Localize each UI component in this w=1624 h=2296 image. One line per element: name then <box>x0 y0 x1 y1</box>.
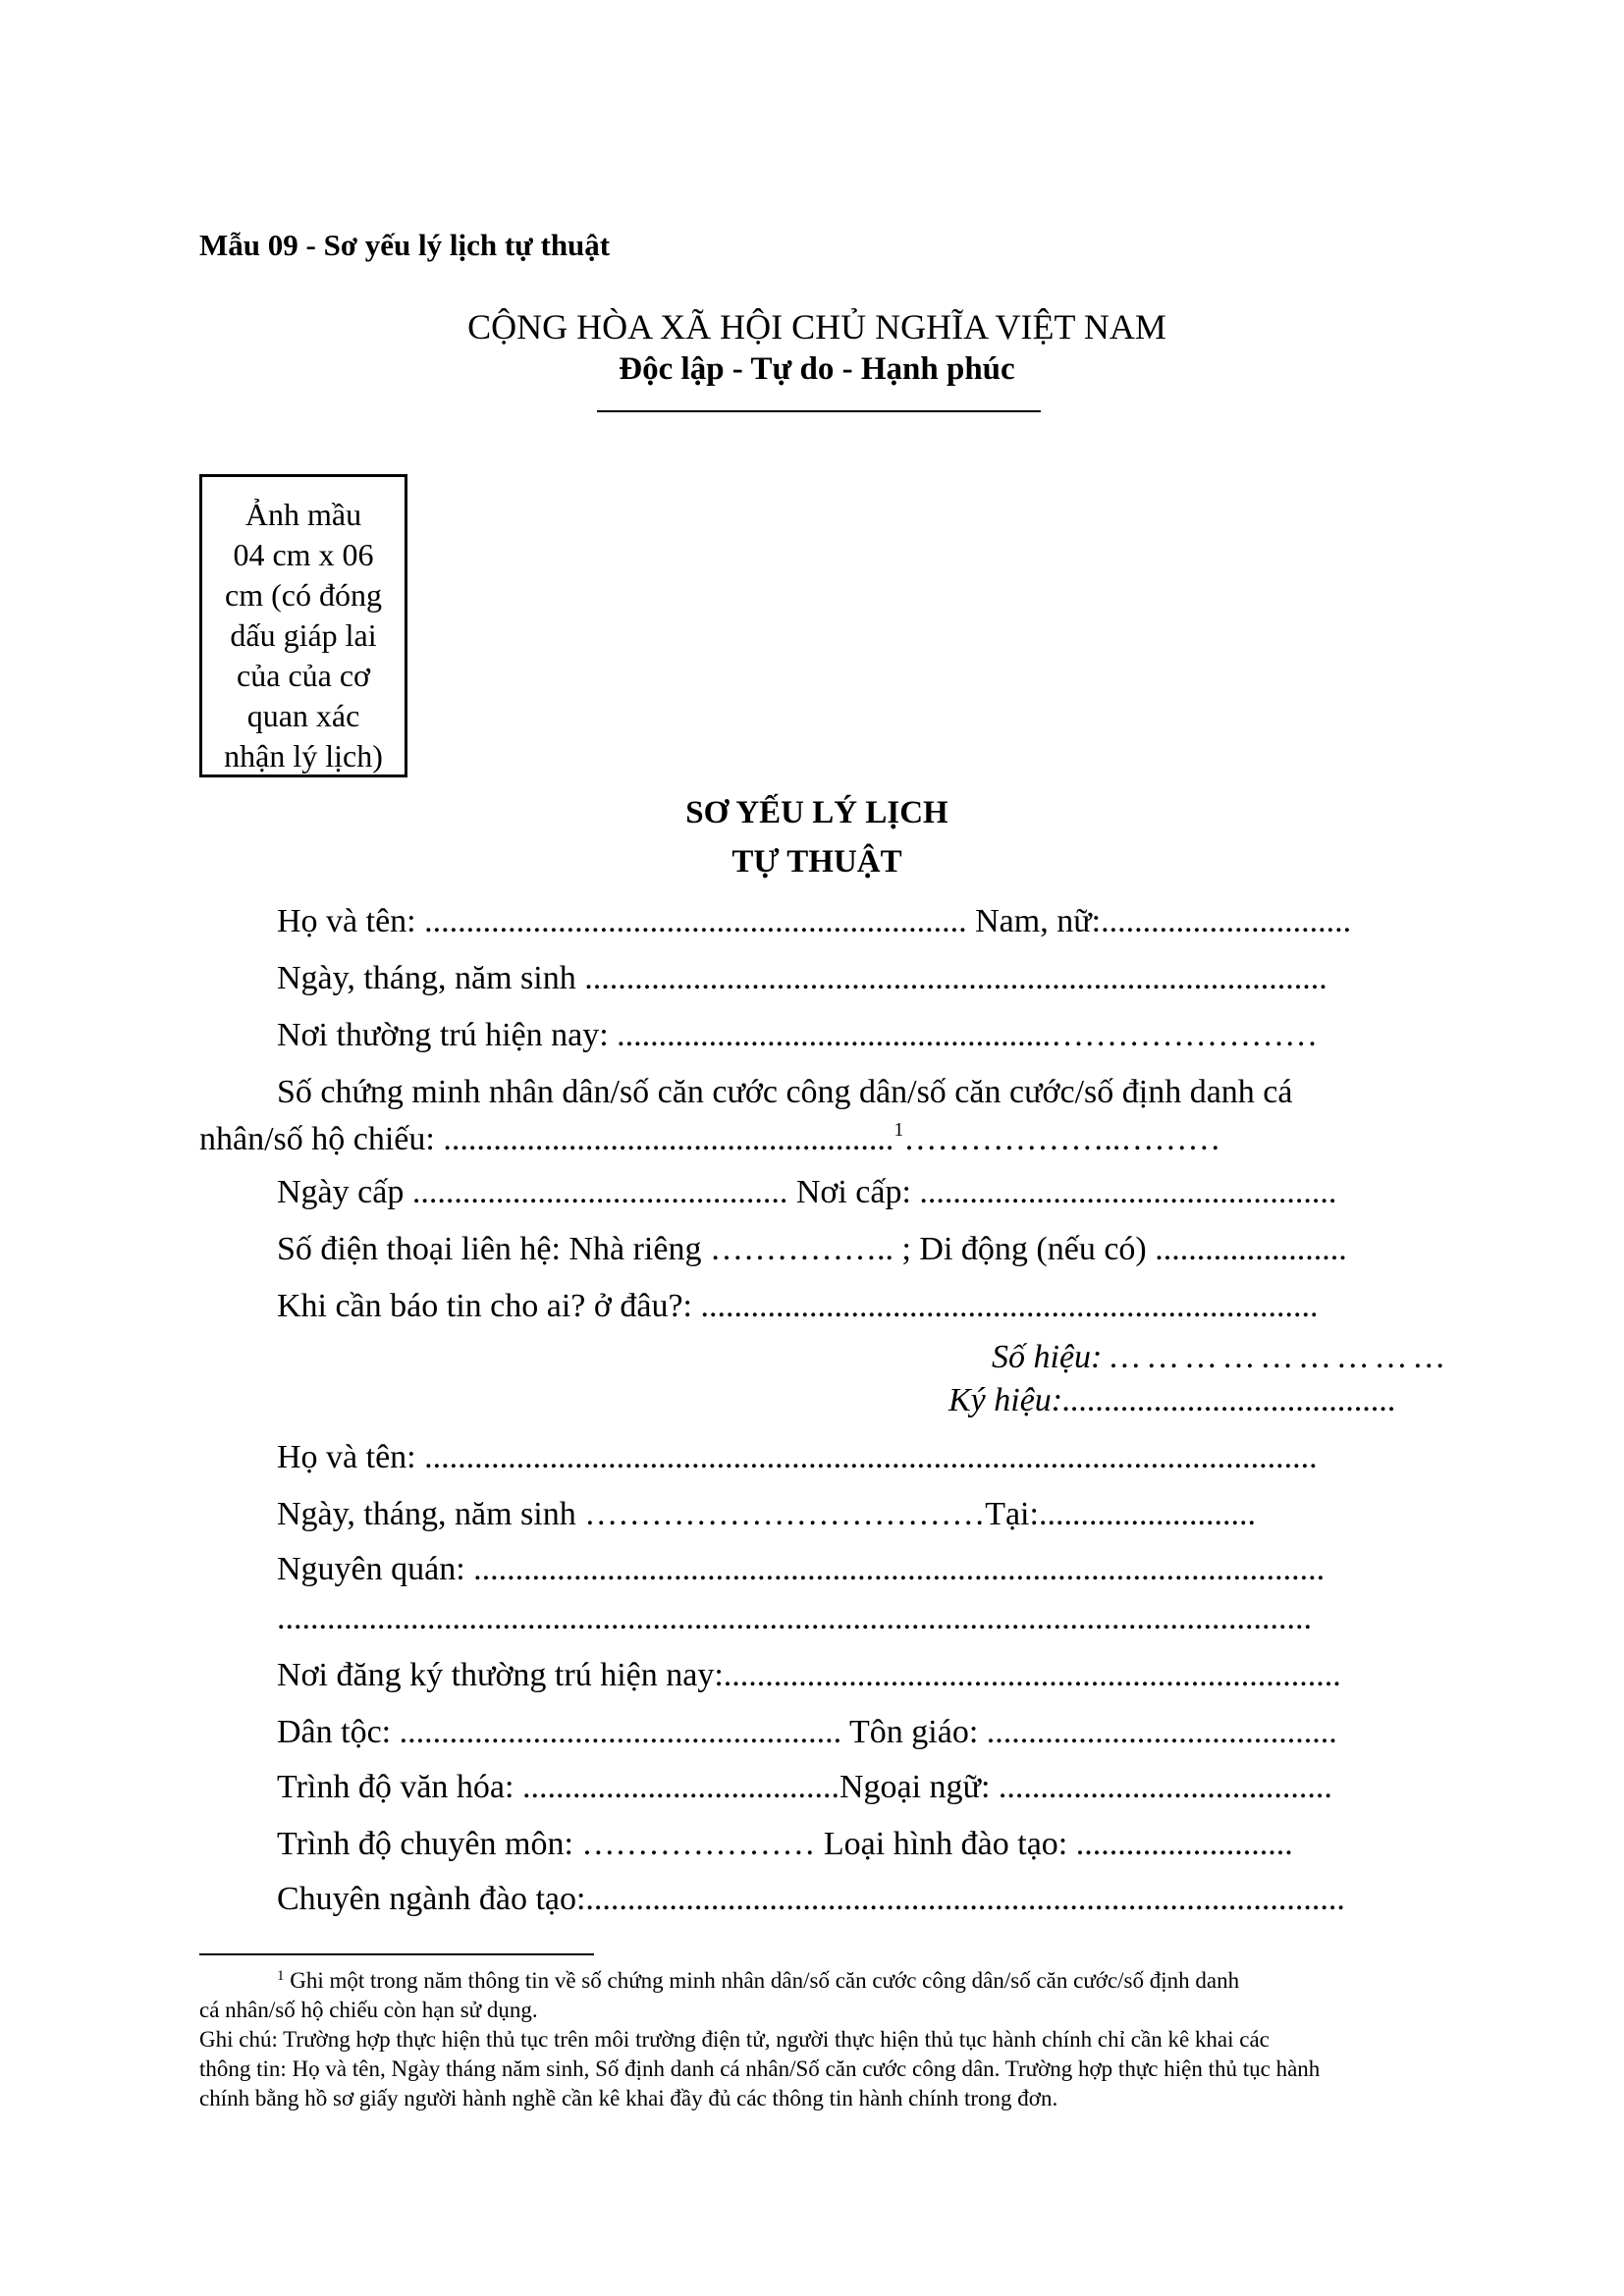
nation-title: CỘNG HÒA XÃ HỘI CHỦ NGHĨA VIỆT NAM <box>467 307 1166 347</box>
note-line2: thông tin: Họ và tên, Ngày tháng năm sinh, Số định danh cá nhân/Số căn cước công dân. Trường hợp thực hiện thủ tục hành <box>199 2056 1321 2081</box>
footnote-1-line2: cá nhân/số hộ chiếu còn hạn sử dụng. <box>199 1998 538 2022</box>
dob-field: Ngày, tháng, năm sinh ......................................................................................... <box>277 960 1327 996</box>
id-number-dots: ………………..……… <box>903 1121 1221 1157</box>
contact-field: Khi cần báo tin cho ai? ở đâu?: .......................................................................... <box>277 1288 1319 1324</box>
photo-placeholder-box <box>199 474 407 777</box>
motto: Độc lập - Tự do - Hạnh phúc <box>619 351 1015 387</box>
footnote-1-text: Ghi một trong năm thông tin về số chứng minh nhân dân/số căn cước công dân/số căn cước/số định danh <box>284 1968 1240 1993</box>
photo-box-line: quan xác <box>246 698 360 733</box>
hometown-continuation: ............................................................................................................................ <box>277 1600 1312 1636</box>
footnote-1-marker: 1 <box>277 1968 285 1984</box>
footnote-separator <box>199 1953 594 1955</box>
photo-box-line: cm (có đóng <box>225 577 382 613</box>
footnote-marker: 1 <box>893 1119 904 1141</box>
professional-level-field: Trình độ chuyên môn: ………………… Loại hình đào tạo: .......................... <box>277 1826 1293 1862</box>
footnote-1-line1 <box>277 1967 1239 1998</box>
photo-box-line: của của cơ <box>237 658 370 693</box>
full-name-field: Họ và tên: ................................................................. Nam, nữ:.............................. <box>277 903 1352 939</box>
header-underline <box>597 410 1041 412</box>
hometown-field: Nguyên quán: ...................................................................................................... <box>277 1551 1326 1587</box>
id-number-label: nhân/số hộ chiếu: ...................................................... <box>199 1121 894 1157</box>
note-line1: Ghi chú: Trường hợp thực hiện thủ tục trên môi trường điện tử, người thực hiện thủ tục hành chính chỉ cần kê khai các <box>199 2027 1270 2052</box>
photo-box-line: 04 cm x 06 <box>233 537 374 572</box>
issue-date-place-field: Ngày cấp ............................................. Nơi cấp: .................................................. <box>277 1174 1337 1210</box>
major-field: Chuyên ngành đào tạo:........................................................................................... <box>277 1881 1345 1917</box>
full-name-field-2: Họ và tên: ........................................................................................................... <box>277 1439 1318 1475</box>
document-title-line1: SƠ YẾU LÝ LỊCH <box>685 795 948 830</box>
note-line3: chính bằng hồ sơ giấy người hành nghề cần kê khai đầy đủ các thông tin hành chính trong đơn. <box>199 2086 1058 2110</box>
symbol-field: Ký hiệu:........................................ <box>948 1382 1397 1418</box>
id-number-field-line1: Số chứng minh nhân dân/số căn cước công dân/số căn cước/số định danh cá <box>277 1074 1293 1110</box>
serial-number-field: Số hiệu: … … … … … … … … … <box>992 1339 1444 1375</box>
ethnicity-religion-field: Dân tộc: ..................................................... Tôn giáo: .......................................... <box>277 1714 1337 1750</box>
form-label: Mẫu 09 - Sơ yếu lý lịch tự thuật <box>199 228 611 262</box>
education-language-field: Trình độ văn hóa: ......................................Ngoại ngữ: ........................................ <box>277 1769 1332 1805</box>
id-number-field-line2 <box>199 1121 1220 1158</box>
phone-field: Số điện thoại liên hệ: Nhà riêng …………….. ; Di động (nếu có) ....................... <box>277 1231 1347 1267</box>
photo-box-line: nhận lý lịch) <box>224 738 383 774</box>
document-title-line2: TỰ THUẬT <box>731 844 902 880</box>
photo-box-line: Ảnh mầu <box>244 497 362 532</box>
registered-residence-field: Nơi đăng ký thường trú hiện nay:.......................................................................... <box>277 1657 1341 1693</box>
residence-field: Nơi thường trú hiện nay: ....................................................…………………… <box>277 1017 1319 1053</box>
dob-field-2: Ngày, tháng, năm sinh ………………………………Tại:.......................... <box>277 1496 1256 1532</box>
photo-box-line: dấu giáp lai <box>230 617 377 653</box>
